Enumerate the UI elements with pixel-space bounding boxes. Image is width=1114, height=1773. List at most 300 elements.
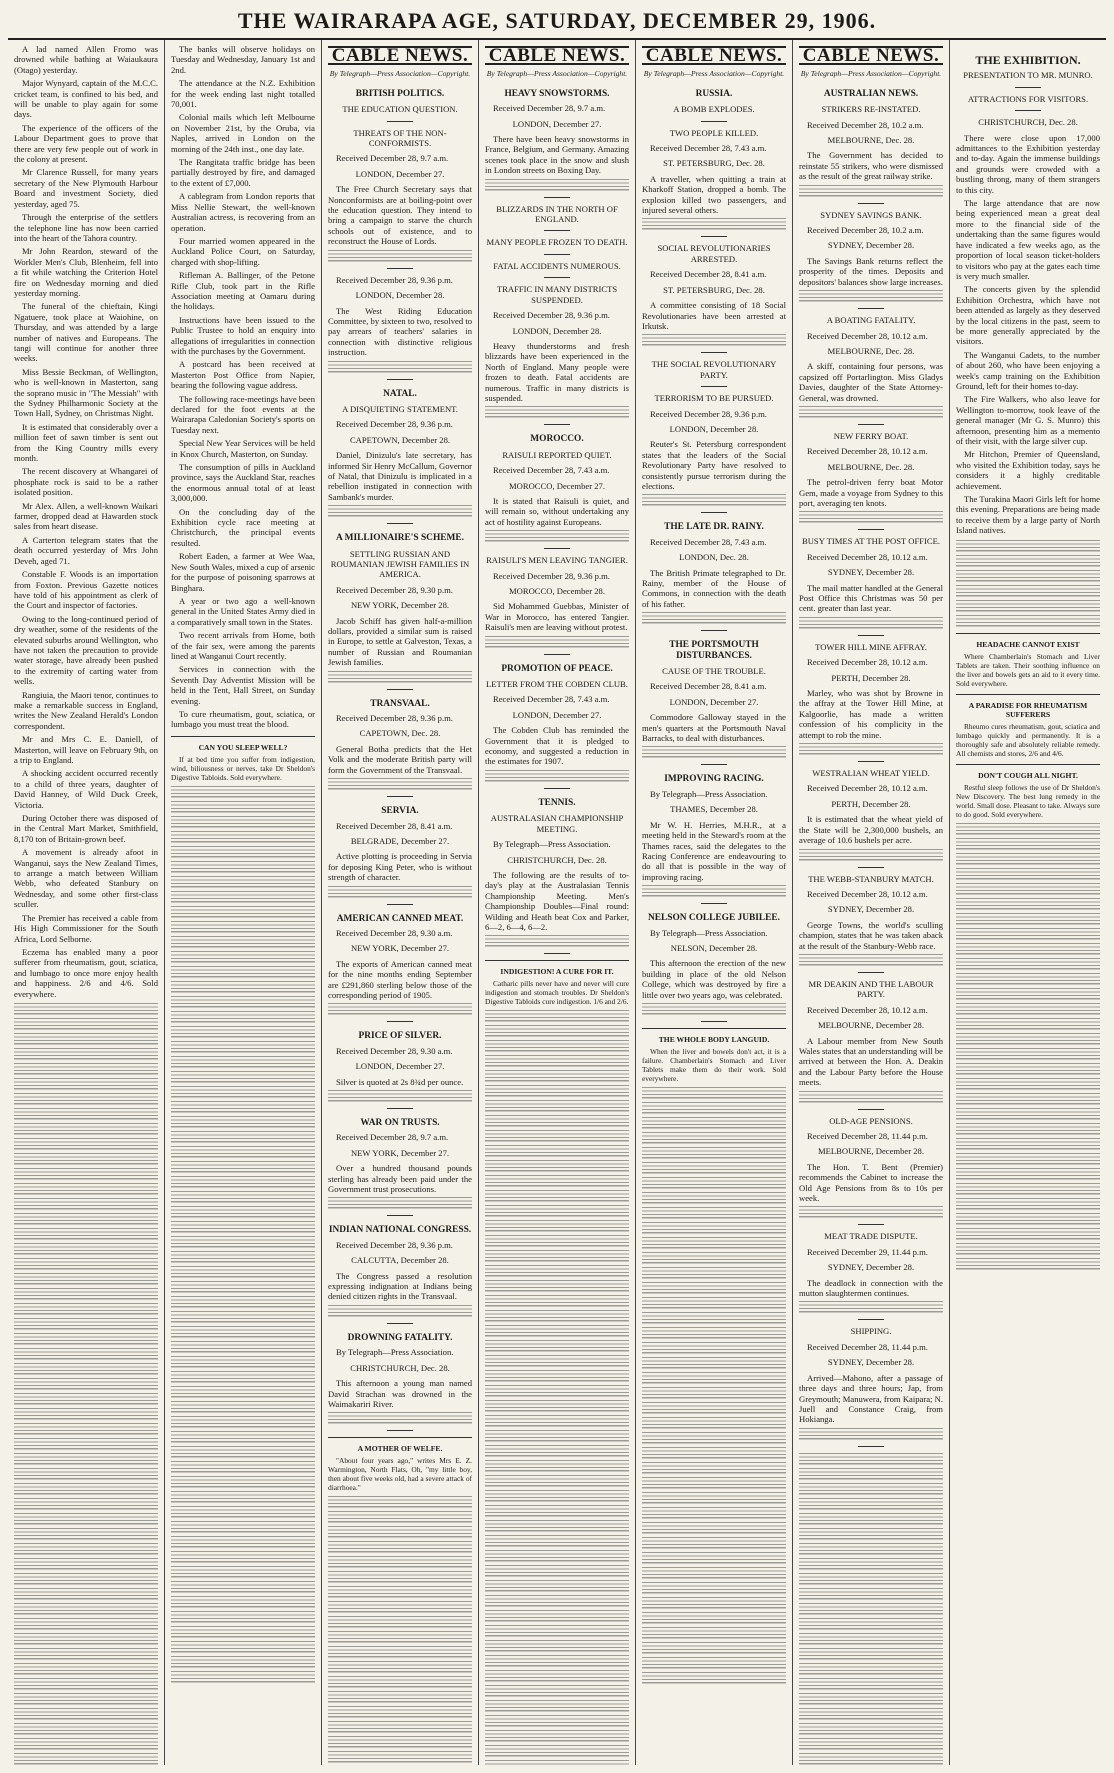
text-line-block [642,1237,786,1249]
ad-heading: INDIGESTION! A CURE FOR IT. [500,967,614,977]
dateline: CALCUTTA, December 28. [351,1255,449,1266]
received-line: Received December 28, 10.2 a.m. [807,225,924,236]
ad-heading: THE WHOLE BODY LANGUID. [658,1034,770,1044]
received-line: Received December 28, 9.36 p.m. [493,570,610,581]
news-paragraph: The Rangitata traffic bridge has been partially destroyed by fire, and damaged to the extent of £7,000. [171,157,315,188]
text-line-block [328,1197,472,1209]
text-line-block [485,1205,629,1217]
sub-heading: SYDNEY SAVINGS BANK. [820,209,922,220]
text-line-block [328,671,472,683]
text-line-block [485,1010,629,1022]
text-line-block [956,1243,1100,1255]
divider [858,972,884,973]
text-line-block [956,1168,1100,1180]
text-line-block [171,936,315,948]
text-line-block [14,1378,158,1390]
section-heading: THE LATE DR. RAINY. [664,522,764,533]
text-line-block [171,981,315,993]
text-line-block [956,958,1100,970]
news-paragraph: The funeral of the chieftain, Kingi Ngatuere, took place at Waiohine, on Thursday, and was attended by a large number of natives and Europeans. The tangi will continue for another three weeks. [14,301,158,364]
section-heading: NELSON COLLEGE JUBILEE. [647,913,781,924]
text-line-block [171,831,315,843]
news-paragraph: The banks will observe holidays on Tuesday and Wednesday, January 1st and 2nd. [171,44,315,75]
divider [858,1109,884,1110]
text-line-block [799,1301,943,1313]
text-line-block [171,1131,315,1143]
column-local-news-1 [8,40,165,1765]
received-line: Received December 28, 9.36 p.m. [336,419,453,430]
cable-text: A traveller, when quitting a train at Kharkoff Station, dropped a bomb. The explosion killed two passengers, and injured several others. [642,173,786,216]
text-line-block [956,1063,1100,1075]
cable-text: The Hon. T. Bent (Premier) recommends the Cabinet to increase the Old Age Pensions from 8s to 10s per week. [799,1161,943,1204]
news-paragraph: The recent discovery at Whangarei of phosphate rock is said to be a rather isolated position. [14,466,158,498]
text-line-block [642,218,786,230]
news-paragraph: The Fire Walkers, who also leave for Wellington to-morrow, took leave of the general manager (Mr G. S. Munro) this afternoon, presenting him as a memento of their visit, with the large silver cup. [956,394,1100,446]
continuation-text [956,823,1100,1270]
columns [8,40,1106,1765]
text-line-block [642,1252,786,1264]
sub-heading: THE EDUCATION QUESTION. [342,104,458,115]
ad-text: Where Chamberlain's Stomach and Liver Tablets are taken. Their soothing influence on the liver and bowels gets an aid to it every time. Sold everywhere. [956,651,1100,688]
text-line-block [642,1282,786,1294]
text-line-block [642,1507,786,1519]
text-line-block [171,1371,315,1383]
dateline: SYDNEY, December 28. [827,1262,915,1273]
received-line: Received December 28, 11.44 p.m. [807,1131,928,1141]
text-line-block [328,1631,472,1643]
divider [858,424,884,425]
news-paragraph: Through the enterprise of the settlers the telephone line has now been carried into the heart of the Tahora country. [14,212,158,243]
dateline: LONDON, December 27. [355,168,445,179]
news-paragraph: Rifleman A. Ballinger, of the Petone Rifle Club, took part in the Rifle Association meeting at Oamaru during the holidays. [171,270,315,312]
sub-heading: CAUSE OF THE TROUBLE. [662,666,766,677]
text-line-block [171,1221,315,1233]
sub-heading: TWO PEOPLE KILLED. [669,127,759,138]
text-line-block [485,1670,629,1682]
text-line-block [171,1041,315,1053]
text-line-block [642,1402,786,1414]
dateline: LONDON, December 27. [512,709,602,720]
text-line-block [956,1048,1100,1060]
text-line-block [485,1730,629,1742]
cable-text: Sid Mohammed Guebbas, Minister of War in Morocco, has entered Tangier. Raisuli's men are leaving without protest. [485,601,629,633]
text-line-block [171,1491,315,1503]
text-line-block [485,1325,629,1337]
sub-heading: OLD-AGE PENSIONS. [829,1115,913,1126]
cable-text: The exports of American canned meat for the nine months ending September are £291,860 sterling below those of the corresponding period of 1905. [328,958,472,1000]
continuation-text [642,1087,786,1684]
text-line-block [956,898,1100,910]
received-line: By Telegraph—Press Association. [650,927,768,938]
text-line-block [485,1355,629,1367]
text-line-block [799,743,943,755]
cable-text: This afternoon a young man named David Strachan was drowned in the Waimakariri River. [328,1378,472,1409]
divider [387,1108,413,1109]
text-line-block [799,1498,943,1510]
text-line-block [171,1641,315,1653]
section-heading: THE EXHIBITION. [975,53,1081,67]
text-line-block [328,1571,472,1583]
sub-heading: MEAT TRADE DISPUTE. [824,1231,918,1242]
text-line-block [642,885,786,897]
cable-text: The Free Church Secretary says that Nonconformists are at boiling-point over the education question. They intend to bring a campaign to starve the church schools out of existence, and to reconstruct the House of Lords. [328,184,472,247]
text-line-block [171,1581,315,1593]
text-line-block [171,1086,315,1098]
divider [387,379,413,380]
text-line-block [171,1536,315,1548]
ad-heading: A MOTHER OF WELFE. [357,1444,443,1454]
section-heading: THE PORTSMOUTH DISTURBANCES. [669,640,759,661]
cable-text: The Savings Bank returns reflect the prosperity of the times. Deposits and depositors' balances show large increases. [799,255,943,287]
news-paragraph: Colonial mails which left Melbourne on November 21st, by the Oruba, via Naples, arrived in London on the morning of the 24th inst., one day late. [171,112,315,154]
cable-text: Arrived—Mahono, after a passage of three days and three hours; Jap, from Greymouth; Manuwera, from Kaipara; N. Juell and Constance Craig, from Hokianga. [799,1372,943,1425]
sub-heading: SETTLING RUSSIAN AND ROUMANIAN JEWISH FAMILIES IN AMERICA. [330,548,470,580]
text-line-block [328,1676,472,1688]
news-paragraph: A Carterton telegram states that the death occurred yesterday of Mrs John Deveh, aged 71. [14,534,158,566]
text-line-block [642,334,786,346]
text-line-block [14,1288,158,1300]
news-paragraph: The Wanganui Cadets, to the number of about 260, who have been enjoying a week's camp training on the Exhibition Ground, left for their homes to-day. [956,349,1100,391]
received-line: Received December 28, 9.36 p.m. [336,274,453,285]
text-line-block [485,1565,629,1577]
text-line-block [14,1123,158,1135]
text-line-block [171,876,315,888]
text-line-block [642,1192,786,1204]
byline: By Telegraph—Press Association—Copyright. [643,69,785,79]
text-line-block [14,1078,158,1090]
cable-text: Mr W. H. Herries, M.H.R., at a meeting held in the Steward's room at the Thames races, said the delegates to the Racing Conference are endeavouring to do all that is possible in the way of improving racing. [642,819,786,882]
text-line-block [799,954,943,966]
text-line-block [485,1550,629,1562]
dateline: CHRISTCHURCH, Dec. 28. [350,1362,450,1373]
column-cable-news-4 [793,40,950,1765]
dateline: LONDON, December 28. [669,423,759,434]
text-line-block [956,1123,1100,1135]
byline: By Telegraph—Press Association—Copyright. [800,69,942,79]
text-line-block [485,1295,629,1307]
advertisement [642,1028,786,1083]
text-line-block [14,1003,158,1015]
text-line-block [14,1558,158,1570]
text-line-block [642,1522,786,1534]
dateline: MELBOURNE, December 28. [818,1146,924,1157]
text-line-block [14,1393,158,1405]
text-line-block [14,1018,158,1030]
text-line-block [485,1595,629,1607]
text-line-block [642,1312,786,1324]
news-paragraph: Two recent arrivals from Home, both of the fair sex, were among the parents lined at Wanganui Court recently. [171,630,315,661]
dateline: MELBOURNE, Dec. 28. [827,135,915,146]
sub-heading: SHIPPING. [850,1326,892,1337]
text-line-block [956,913,1100,925]
text-line-block [328,1526,472,1538]
text-line-block [642,1432,786,1444]
text-line-block [328,1496,472,1508]
text-line-block [642,1003,786,1015]
dateline: ST. PETERSBURG, Dec. 28. [663,158,765,169]
text-line-block [485,1265,629,1277]
received-line: Received December 28, 7.43 a.m. [650,536,767,547]
received-line: Received December 28, 8.41 a.m. [336,820,453,831]
text-line-block [485,1430,629,1442]
text-line-block [14,1408,158,1420]
dateline: ST. PETERSBURG, Dec. 28. [663,284,765,295]
text-line-block [956,1108,1100,1120]
cable-news-banner: CABLE NEWS. [799,46,943,65]
cable-text: The Congress passed a resolution expressing indignation at Indians being denied citizen rights in the Transvaal. [328,1270,472,1302]
text-line-block [956,555,1100,567]
text-line-block [328,1090,472,1102]
text-line-block [956,1228,1100,1240]
column-exhibition [950,40,1106,1765]
cable-text: Jacob Schiff has given half-a-million dollars, provided a similar sum is raised in Europe, to settle at Galveston, Texas, a number of Russian and Roumanian Jewish families. [328,615,472,668]
text-line-block [642,1672,786,1684]
text-line-block [171,1236,315,1248]
text-line-block [171,1416,315,1428]
sub-heading: BUSY TIMES AT THE POST OFFICE. [801,536,940,547]
divider [387,1323,413,1324]
news-paragraph: Miss Bessie Beckman, of Wellington, who is well-known in Masterton, sang the soprano music in "The Messiah" with the Sydney Philharmonic Society at the Town Hall, Sydney, on Christmas Night. [14,366,158,419]
text-line-block [485,1085,629,1097]
divider [701,386,727,387]
dateline: NELSON, December 28. [670,942,758,953]
text-line-block [956,1153,1100,1165]
news-paragraph: A cablegram from London reports that Miss Nellie Stewart, the well-known Australian actress, is recovering from an operation. [171,191,315,233]
dateline: PERTH, December 28. [831,798,911,809]
text-line-block [485,1145,629,1157]
text-line-block [14,1423,158,1435]
text-line-block [799,1723,943,1735]
advertisement [956,764,1100,819]
text-line-block [171,996,315,1008]
dateline: THAMES, December 28. [670,804,758,815]
ad-heading: HEADACHE CANNOT EXIST [976,639,1080,649]
text-line-block [14,1138,158,1150]
advertisement [171,736,315,782]
divider [544,230,570,231]
text-line-block [485,1070,629,1082]
news-paragraph: During October there was disposed of in the Central Mart Market, Smithfield, 8,170 ton of Britain-grown beef. [14,813,158,844]
text-line-block [956,838,1100,850]
news-paragraph: The attendance at the N.Z. Exhibition for the week ending last night totalled 70,001. [171,78,315,110]
text-line-block [799,1428,943,1440]
dateline: CAPETOWN, December 28. [349,434,451,445]
news-paragraph: The consumption of pills in Auckland province, says the Auckland Star, reaches the enormous annual total of at least 3,000,000. [171,462,315,504]
received-line: Received December 28, 7.43 a.m. [493,465,610,476]
news-paragraph: Instructions have been issued to the Public Trustee to hold an enquiry into allegations of irregularities in connection with the purchases by the Government. [171,314,315,356]
text-line-block [328,505,472,517]
text-line-block [328,1691,472,1703]
news-paragraph: The Premier has received a cable from His High Commissioner for the South Africa, Lord Selborne. [14,912,158,944]
ad-heading: A PARADISE FOR RHEUMATISM SUFFERERS [968,700,1088,719]
text-line-block [171,1626,315,1638]
cable-text: The petrol-driven ferry boat Motor Gem, made a voyage from Sydney to this port, averaging ten knots. [799,477,943,508]
column-cable-news-2 [479,40,636,1765]
sub-heading: RAISULI REPORTED QUIET. [502,449,612,460]
cable-text: It is estimated that the wheat yield of the State will be 2,300,000 bushels, an average of 10.6 bushels per acre. [799,814,943,846]
text-line-block [642,1597,786,1609]
divider [858,1224,884,1225]
text-line-block [328,886,472,898]
sub-heading: THE WEBB-STANBURY MATCH. [808,873,934,884]
text-line-block [328,361,472,373]
continuation-text [799,1453,943,1765]
text-line-block [14,1273,158,1285]
text-line-block [956,1198,1100,1210]
text-line-block [485,1520,629,1532]
text-line-block [485,1535,629,1547]
text-line-block [485,1415,629,1427]
text-line-block [799,1693,943,1705]
text-line-block [14,1333,158,1345]
text-line-block [799,1573,943,1585]
text-line-block [642,1477,786,1489]
divider [544,424,570,425]
text-line-block [171,1341,315,1353]
text-line-block [14,1453,158,1465]
text-line-block [14,1168,158,1180]
news-paragraph: Mr Alex. Allen, a well-known Waikari farmer, dropped dead at Hawarden stock sales from heart disease. [14,500,158,532]
divider [387,1430,413,1431]
dateline: MELBOURNE, Dec. 28. [827,461,915,472]
text-line-block [799,1603,943,1615]
text-line-block [14,1198,158,1210]
text-line-block [328,1661,472,1673]
received-line: Received December 28, 9.7 a.m. [493,103,606,114]
section-heading: PROMOTION OF PEACE. [501,663,613,674]
section-heading: WAR ON TRUSTS. [360,1118,440,1128]
ad-heading: CAN YOU SLEEP WELL? [198,742,288,752]
text-line-block [956,540,1100,552]
text-line-block [328,1412,472,1424]
text-line-block [485,1040,629,1052]
dateline: MELBOURNE, December 28. [818,1020,924,1031]
text-line-block [14,1588,158,1600]
text-line-block [799,1708,943,1720]
text-line-block [799,617,943,629]
received-line: By Telegraph—Press Association. [493,839,611,850]
text-line-block [14,1753,158,1765]
divider [387,523,413,524]
news-paragraph: It is estimated that considerably over a million feet of sawn timber is sent out from the King Country mills every month. [14,421,158,464]
text-line-block [328,1601,472,1613]
divider [544,953,570,954]
divider [858,635,884,636]
text-line-block [642,746,786,758]
divider [544,197,570,198]
text-line-block [642,1267,786,1279]
text-line-block [956,1183,1100,1195]
dateline: SYDNEY, December 28. [827,567,915,578]
cable-text: The West Riding Education Committee, by sixteen to two, resolved to pay arrears of teachers' salaries in connection with distinctive religious instruction. [328,305,472,358]
text-line-block [328,1646,472,1658]
dateline: SYDNEY, December 28. [827,1357,915,1368]
text-line-block [956,1078,1100,1090]
text-line-block [171,1446,315,1458]
dateline: CHRISTCHURCH, Dec. 28. [507,854,607,865]
divider [858,203,884,204]
section-heading: PRICE OF SILVER. [358,1031,442,1042]
cable-text: Commodore Galloway stayed in the men's quarters at the Portsmouth Naval Barracks, to deal with disturbances. [642,712,786,744]
text-line-block [171,1386,315,1398]
received-line: Received December 28, 8.41 a.m. [650,681,767,692]
ad-text: "About four years ago," writes Mrs E. Z. Warmington, North Flats, Oh, "my little boy, then about five weeks old, had a severe attack of diarrhoea." [328,1456,472,1493]
ad-text: If at bed time you suffer from indigestion, wind, biliousness or nerves, take Dr Sheldon's Digestive Tabloids. Sold everywhere. [171,754,315,782]
text-line-block [956,823,1100,835]
text-line-block [642,1162,786,1174]
text-line-block [799,1483,943,1495]
text-line-block [799,1206,943,1218]
news-paragraph: There were close upon 17,000 admittances to the Exhibition yesterday and to-day. Again the immense buildings and grounds were crowded with a bustling throng, many of them strangers to this city. [956,132,1100,195]
divider [387,268,413,269]
text-line-block [14,1213,158,1225]
text-line-block [171,906,315,918]
text-line-block [799,406,943,418]
text-line-block [956,973,1100,985]
text-line-block [171,801,315,813]
received-line: Received December 28, 9.36 p.m. [493,310,610,321]
news-paragraph: Mr Hitchon, Premier of Queensland, who visited the Exhibition today, says he considers it a highly creditable achievement. [956,449,1100,491]
cable-news-banner: CABLE NEWS. [485,46,629,65]
text-line-block [485,406,629,418]
advertisement [956,694,1100,758]
cable-text: A committee consisting of 18 Social Revolutionaries have been arrested at Irkutsk. [642,300,786,331]
text-line-block [485,1625,629,1637]
text-line-block [642,1462,786,1474]
text-line-block [485,1460,629,1472]
cable-text: Active plotting is proceeding in Servia for deposing King Peter, who is without strength of character. [328,851,472,883]
text-line-block [799,1468,943,1480]
text-line-block [14,1093,158,1105]
news-paragraph: Rangiuia, the Maori tenor, continues to make a remarkable success in England, writes the New Zealand Herald's London correspondent. [14,689,158,731]
text-line-block [14,1438,158,1450]
cable-news-banner: CABLE NEWS. [328,46,472,65]
divider [858,1319,884,1320]
dateline: SYDNEY, December 28. [827,240,915,251]
text-line-block [799,1558,943,1570]
sub-heading: ATTRACTIONS FOR VISITORS. [967,93,1089,104]
text-line-block [171,1026,315,1038]
text-line-block [14,1183,158,1195]
text-line-block [485,1505,629,1517]
dateline: CHRISTCHURCH, Dec. 28. [978,117,1078,128]
text-line-block [485,1175,629,1187]
divider [701,236,727,237]
text-line-block [485,1025,629,1037]
section-heading: IMPROVING RACING. [664,774,764,785]
news-paragraph: The concerts given by the splendid Exhibition Orchestra, which have not been attended as largely as they deserved by the local citizens in the past, seem to be more generally appreciated by the visitors. [956,284,1100,347]
text-line-block [956,585,1100,597]
received-line: Received December 28, 9.7 a.m. [336,1132,449,1143]
text-line-block [14,1618,158,1630]
section-heading: TENNIS. [538,797,576,808]
news-paragraph: Mr and Mrs C. E. Daniell, of Masterton, will leave on February 9th, on a trip to England. [14,734,158,765]
sub-heading: TOWER HILL MINE AFFRAY. [815,641,927,652]
text-line-block [171,1071,315,1083]
dateline: MOROCCO, December 28. [509,586,605,596]
text-line-block [328,1736,472,1748]
cable-text: It is stated that Raisuli is quiet, and will remain so, without undertaking any act of hostility against Europeans. [485,495,629,527]
text-line-block [328,1586,472,1598]
sub-heading: THREATS OF THE NON-CONFORMISTS. [353,127,447,149]
dateline: CAPETOWN, Dec. 28. [359,728,441,739]
text-line-block [485,1400,629,1412]
news-paragraph: The experience of the officers of the Labour Department goes to prove that there are very few people out of work in the colony at present. [14,122,158,165]
text-line-block [14,1303,158,1315]
sub-heading: A BOATING FATALITY. [826,315,916,326]
text-line-block [485,1685,629,1697]
text-line-block [14,1108,158,1120]
